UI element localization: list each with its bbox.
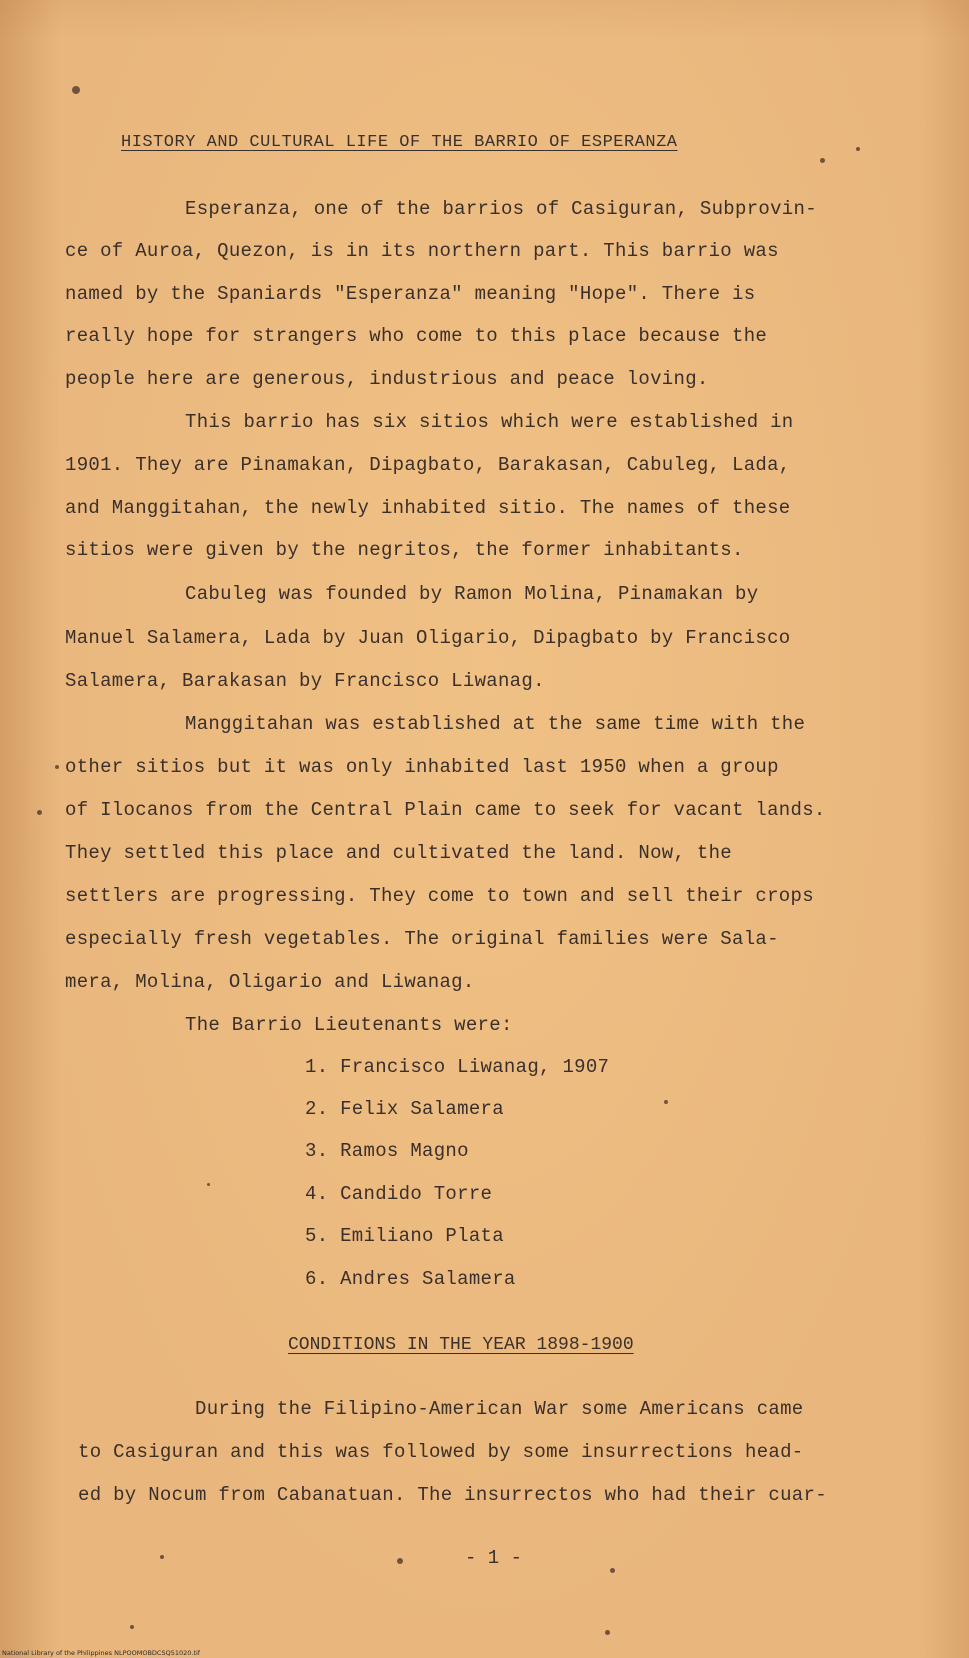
paper-speck <box>820 158 825 163</box>
paragraph-4-line-7: mera, Molina, Oligario and Liwanag. <box>65 971 475 993</box>
paragraph-5-line-1: During the Filipino-American War some Americans came <box>195 1398 804 1420</box>
paragraph-3-line-1: Cabuleg was founded by Ramon Molina, Pinamakan by <box>185 583 759 605</box>
page-number: - 1 - <box>465 1547 523 1569</box>
paper-speck <box>610 1568 615 1573</box>
paragraph-4-line-4: They settled this place and cultivated the land. Now, the <box>65 842 733 864</box>
paper-speck <box>207 1183 210 1186</box>
paper-speck <box>55 765 59 769</box>
paragraph-1-line-5: people here are generous, industrious and peace loving. <box>65 368 709 390</box>
paragraph-2-line-2: 1901. They are Pinamakan, Dipagbato, Barakasan, Cabuleg, Lada, <box>65 454 791 476</box>
paragraph-5-line-2: to Casiguran and this was followed by some insurrections head- <box>78 1441 804 1463</box>
paper-speck <box>72 86 80 94</box>
section-title: CONDITIONS IN THE YEAR 1898-1900 <box>288 1335 634 1355</box>
lieutenant-item: 5. Emiliano Plata <box>305 1225 504 1247</box>
paragraph-5-line-3: ed by Nocum from Cabanatuan. The insurrectos who had their cuar- <box>78 1484 827 1506</box>
paragraph-2-line-4: sitios were given by the negritos, the former inhabitants. <box>65 539 744 561</box>
lieutenant-item: 3. Ramos Magno <box>305 1140 469 1162</box>
paragraph-1-line-4: really hope for strangers who come to this place because the <box>65 325 768 347</box>
lieutenants-intro: The Barrio Lieutenants were: <box>185 1014 513 1036</box>
paragraph-3-line-3: Salamera, Barakasan by Francisco Liwanag. <box>65 670 545 692</box>
paragraph-4-line-5: settlers are progressing. They come to town and sell their crops <box>65 885 814 907</box>
paper-speck <box>856 147 860 151</box>
lieutenant-item: 2. Felix Salamera <box>305 1098 504 1120</box>
paragraph-4-line-1: Manggitahan was established at the same time with the <box>185 713 806 735</box>
archive-footer: National Library of the Philippines NLPOOMOBDCSQ51020.tif <box>2 1649 201 1657</box>
paragraph-4-line-2: other sitios but it was only inhabited last 1950 when a group <box>65 756 779 778</box>
paragraph-3-line-2: Manuel Salamera, Lada by Juan Oligario, Dipagbato by Francisco <box>65 627 791 649</box>
paragraph-4-line-6: especially fresh vegetables. The original families were Sala- <box>65 928 779 950</box>
paper-speck <box>397 1558 403 1564</box>
paper-speck <box>37 810 42 815</box>
lieutenant-item: 6. Andres Salamera <box>305 1268 516 1290</box>
paper-speck <box>605 1630 610 1635</box>
paper-speck <box>664 1100 668 1104</box>
lieutenant-item: 1. Francisco Liwanag, 1907 <box>305 1056 610 1078</box>
paragraph-2-line-3: and Manggitahan, the newly inhabited sitio. The names of these <box>65 497 791 519</box>
paragraph-1-line-1: Esperanza, one of the barrios of Casiguran, Subprovin- <box>185 198 817 220</box>
lieutenant-item: 4. Candido Torre <box>305 1183 493 1205</box>
document-title: HISTORY AND CULTURAL LIFE OF THE BARRIO OF ESPERANZA <box>121 133 678 152</box>
paragraph-1-line-2: ce of Auroa, Quezon, is in its northern part. This barrio was <box>65 240 779 262</box>
paper-speck <box>130 1625 134 1629</box>
paragraph-1-line-3: named by the Spaniards "Esperanza" meaning "Hope". There is <box>65 283 756 305</box>
paragraph-2-line-1: This barrio has six sitios which were established in <box>185 411 794 433</box>
paper-speck <box>160 1555 164 1559</box>
paragraph-4-line-3: of Ilocanos from the Central Plain came to seek for vacant lands. <box>65 799 826 821</box>
